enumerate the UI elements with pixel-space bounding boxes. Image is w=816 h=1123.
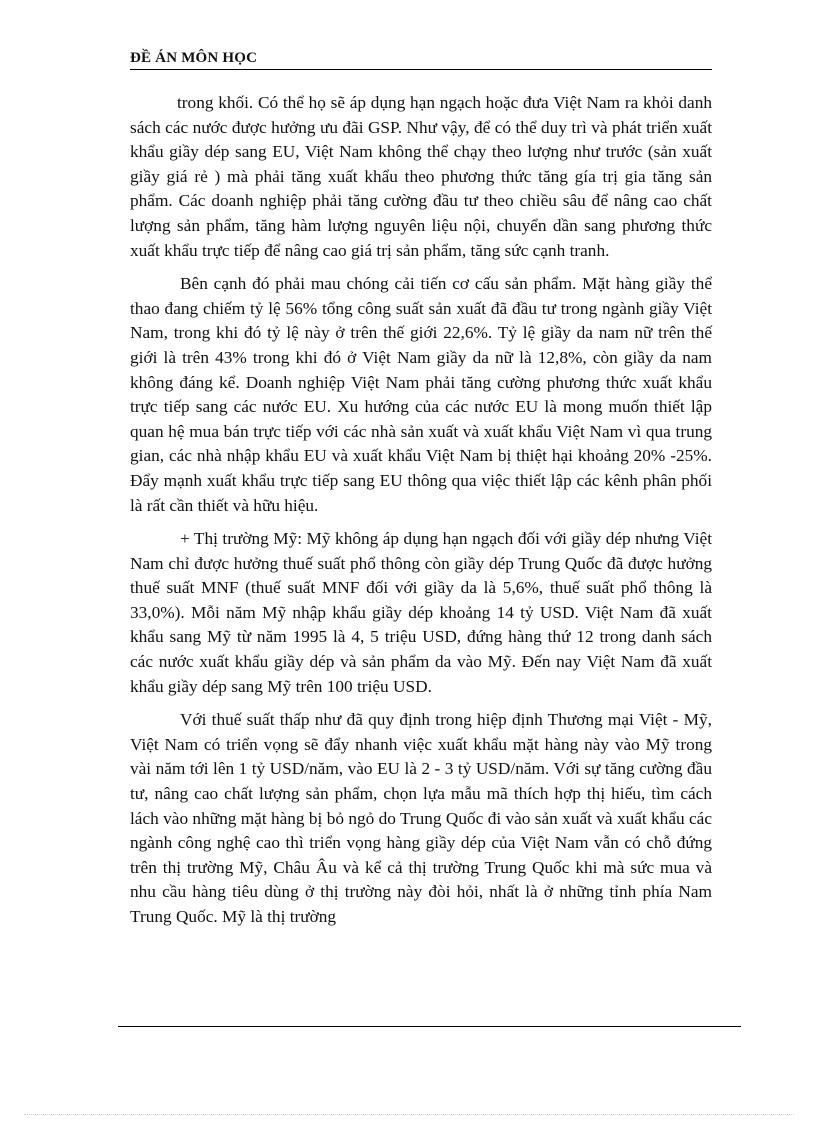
document-body — [130, 91, 712, 939]
paragraph-4: Với thuế suất thấp như đã quy định trong hiệp định Thương mại Việt - Mỹ, Việt Nam có triển vọng sẽ đẩy nhanh việc xuất khẩu mặt hàng này vào Mỹ trong vài năm tới lên 1 tỷ USD/năm, vào EU là 2 - 3 tỷ USD/năm. Với sự tăng cường đầu tư, nâng cao chất lượng sản phẩm, chọn lựa mẫu mã thích hợp thị hiếu, tìm cách lách vào những mặt hàng bị bỏ ngỏ do Trung Quốc đi vào sản xuất và xuất khẩu các ngành công nghệ cao thì triển vọng hàng giầy dép của Việt Nam vẫn có chỗ đứng trên thị trường Mỹ, Châu Âu và kể cả thị trường Trung Quốc khi mà sức mua và nhu cầu hàng tiêu dùng ở thị trường này đòi hỏi, nhất là ở những tỉnh phía Nam Trung Quốc. Mỹ là thị trường — [130, 710, 712, 926]
paragraph-1: trong khối. Có thể họ sẽ áp dụng hạn ngạch hoặc đưa Việt Nam ra khỏi danh sách các nước được hưởng ưu đãi GSP. Như vậy, để có thể duy trì và phát triển xuất khẩu giầy dép sang EU, Việt Nam không thể chạy theo lượng như trước (sản xuất giầy giá rẻ ) mà phải tăng xuất khẩu theo phương thức tăng gía trị gia tăng sản phẩm. Các doanh nghiệp phải tăng cường đầu tư theo chiều sâu để nâng cao chất lượng sản phẩm, tăng hàm lượng nguyên liệu nội, chuyển dần sang phương thức xuất khẩu trực tiếp để nâng cao giá trị sản phẩm, tăng sức cạnh tranh. — [130, 93, 712, 260]
page-header: ĐỀ ÁN MÔN HỌC — [130, 50, 712, 70]
footer-rule — [118, 1026, 741, 1027]
paragraph-3: + Thị trường Mỹ: Mỹ không áp dụng hạn ngạch đối với giầy dép nhưng Việt Nam chỉ được hưởng thuế suất phổ thông còn giầy dép Trung Quốc đã được hưởng thuế suất MNF (thuế suất MNF đối với giầy da là 5,6%, thuế suất phổ thông là 33,0%). Mỗi năm Mỹ nhập khẩu giầy dép khoảng 14 tỷ USD. Việt Nam đã xuất khẩu sang Mỹ từ năm 1995 là 4, 5 triệu USD, đứng hàng thứ 12 trong danh sách các nước xuất khẩu giầy dép và sản phẩm da vào Mỹ. Đến nay Việt Nam đã xuất khẩu giầy dép sang Mỹ trên 100 triệu USD. — [130, 529, 712, 696]
page-edge-divider — [24, 1114, 794, 1115]
paragraph-2: Bên cạnh đó phải mau chóng cải tiến cơ cấu sản phẩm. Mặt hàng giầy thể thao đang chiếm tỷ lệ 56% tổng công suất sản xuất đã đầu tư trong ngành giầy Việt Nam, trong khi đó tỷ lệ này ở trên thế giới 22,6%. Tỷ lệ giầy da nam nữ trên thế giới là trên 43% trong khi đó ở Việt Nam giầy da nữ là 12,8%, còn giầy da nam không đáng kể. Doanh nghiệp Việt Nam phải tăng cường phương thức xuất khẩu trực tiếp sang các nước EU. Xu hướng của các nước EU là mong muốn thiết lập quan hệ mua bán trực tiếp với các nhà sản xuất và xuất khẩu Việt Nam vì qua trung gian, các nhà nhập khẩu EU và xuất khẩu Việt Nam bị thiệt hại khoảng 20% -25%. Đẩy mạnh xuất khẩu trực tiếp sang EU thông qua việc thiết lập các kênh phân phối là rất cần thiết và hữu hiệu. — [130, 274, 712, 515]
